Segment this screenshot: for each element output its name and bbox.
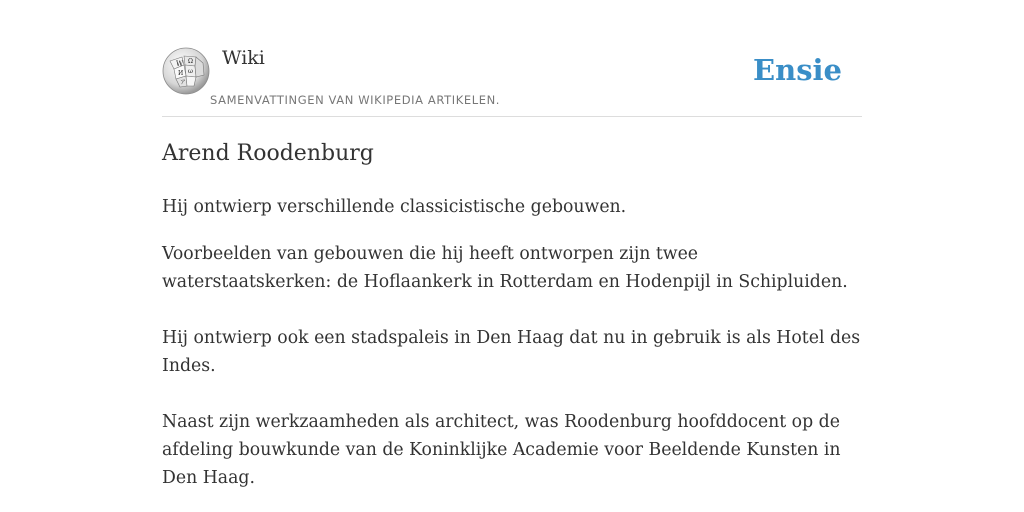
brand-logo[interactable]: Ensie — [753, 53, 842, 87]
article-paragraph: Voorbeelden van gebouwen die hij heeft ontworpen zijn twee waterstaatskerken: de Hoflaankerk in Rotterdam en Hodenpijl in Schipluiden. — [162, 244, 848, 292]
article-paragraph: Naast zijn werkzaamheden als architect, was Roodenburg hoofddocent op de afdeling bouwkunde van de Koninklijke Academie voor Beeldende Kunsten in Den Haag. — [162, 412, 841, 488]
svg-text:Ω: Ω — [188, 58, 193, 65]
article-paragraph: Hij ontwierp ook een stadspaleis in Den Haag dat nu in gebruik is als Hotel des Indes. — [162, 328, 861, 376]
svg-text:ア: ア — [180, 80, 186, 86]
article-paragraph: Hij ontwierp verschillende classicistische gebouwen. — [162, 197, 627, 217]
site-tagline: SAMENVATTINGEN VAN WIKIPEDIA ARTIKELEN. — [210, 93, 501, 107]
site-name[interactable]: Wiki — [222, 47, 265, 69]
article-title: Arend Roodenburg — [162, 141, 374, 166]
article-body — [162, 193, 862, 492]
svg-text:ω: ω — [188, 68, 193, 75]
svg-text:W: W — [176, 60, 184, 68]
wikipedia-globe-icon[interactable] — [162, 47, 210, 95]
site-header — [162, 44, 862, 117]
svg-text:И: И — [178, 70, 184, 77]
